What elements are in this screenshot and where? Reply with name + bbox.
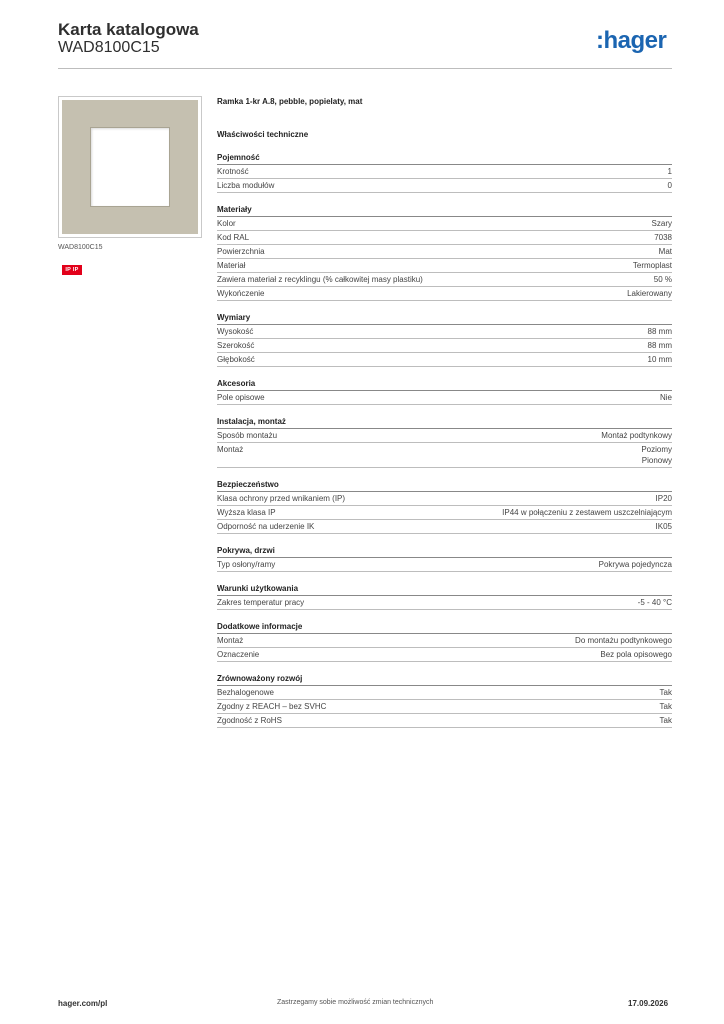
property-value: Tak: [659, 702, 672, 711]
property-label: Liczba modułów: [217, 181, 275, 190]
property-row: [217, 325, 672, 339]
property-value: 88 mm: [647, 341, 672, 350]
property-row: [217, 443, 672, 468]
footer-date: 17.09.2026: [628, 999, 669, 1008]
property-label: Zawiera materiał z recyklingu (% całkowitej masy plastiku): [217, 275, 423, 284]
property-label: Montaż: [217, 636, 244, 645]
specification-section: [217, 96, 672, 739]
properties-heading: Właściwości techniczne: [217, 130, 309, 139]
property-row: [217, 506, 672, 520]
group-title: Bezpieczeństwo: [217, 479, 672, 492]
property-label: Kolor: [217, 219, 236, 228]
property-row: [217, 520, 672, 534]
property-label: Wyższa klasa IP: [217, 508, 276, 517]
product-description: Ramka 1-kr A.8, pebble, popielaty, mat: [217, 97, 363, 106]
property-group: [217, 545, 672, 572]
property-value: Termoplast: [632, 261, 672, 270]
property-row: [217, 634, 672, 648]
group-title: Pojemność: [217, 152, 672, 165]
group-title: Dodatkowe informacje: [217, 621, 672, 634]
property-label: Wysokość: [217, 327, 254, 336]
property-row: [217, 429, 672, 443]
property-label: Zakres temperatur pracy: [217, 598, 305, 607]
property-label: Klasa ochrony przed wnikaniem (IP): [217, 494, 346, 503]
property-value: IP20: [655, 494, 672, 503]
property-value: 0: [667, 181, 672, 190]
property-label: Głębokość: [217, 355, 255, 364]
ip-rating-icon: IP IP: [62, 265, 82, 275]
property-value: Poziomy Pionowy: [641, 445, 672, 465]
property-row: [217, 492, 672, 506]
property-group: [217, 152, 672, 193]
property-label: Bezhalogenowe: [217, 688, 274, 697]
property-label: Oznaczenie: [217, 650, 260, 659]
property-value: Pokrywa pojedyncza: [598, 560, 672, 569]
property-row: [217, 596, 672, 610]
product-image: [58, 96, 202, 238]
property-label: Pole opisowe: [217, 393, 265, 402]
frame-plate: [62, 100, 198, 234]
group-title: Instalacja, montaż: [217, 416, 672, 429]
property-value: Tak: [659, 688, 672, 697]
group-title: Wymiary: [217, 312, 672, 325]
document-title: Karta katalogowa: [58, 20, 199, 39]
group-title: Zrównoważony rozwój: [217, 673, 672, 686]
property-group: [217, 416, 672, 468]
property-value: 1: [667, 167, 672, 176]
property-value: Do montażu podtynkowego: [575, 636, 672, 645]
property-row: [217, 391, 672, 405]
property-row: [217, 558, 672, 572]
hager-logo: :hager: [596, 27, 667, 54]
property-groups: [217, 152, 672, 728]
property-row: [217, 217, 672, 231]
property-label: Montaż: [217, 445, 244, 454]
property-label: Odporność na uderzenie IK: [217, 522, 315, 531]
property-group: [217, 621, 672, 662]
property-label: Materiał: [217, 261, 246, 270]
group-title: Pokrywa, drzwi: [217, 545, 672, 558]
property-value: Nie: [659, 393, 672, 402]
property-group: [217, 378, 672, 405]
footer-website[interactable]: hager.com/pl: [58, 999, 108, 1008]
property-row: [217, 273, 672, 287]
property-label: Powierzchnia: [217, 247, 265, 256]
property-value: Szary: [651, 219, 672, 228]
property-value: IP44 w połączeniu z zestawem uszczelniającym: [502, 508, 672, 517]
footer-disclaimer: Zastrzegamy sobie możliwość zmian technicznych: [277, 999, 434, 1006]
product-image-caption: WAD8100C15: [58, 244, 103, 251]
property-row: [217, 179, 672, 193]
group-title: Warunki użytkowania: [217, 583, 672, 596]
property-row: [217, 686, 672, 700]
property-value: 10 mm: [647, 355, 672, 364]
property-row: [217, 165, 672, 179]
property-value: Tak: [659, 716, 672, 725]
property-row: [217, 714, 672, 728]
property-value: 7038: [654, 233, 672, 242]
property-label: Sposób montażu: [217, 431, 278, 440]
property-value: -5 - 40 °C: [637, 598, 672, 607]
property-group: [217, 583, 672, 610]
property-row: [217, 287, 672, 301]
property-row: [217, 648, 672, 662]
property-label: Krotność: [217, 167, 249, 176]
group-title: Akcesoria: [217, 378, 672, 391]
property-row: [217, 353, 672, 367]
property-value: Lakierowany: [627, 289, 672, 298]
frame-opening: [90, 127, 170, 207]
header-divider: [58, 68, 672, 69]
property-value: Bez pola opisowego: [600, 650, 672, 659]
property-value: Mat: [658, 247, 672, 256]
property-label: Szerokość: [217, 341, 255, 350]
property-value: 88 mm: [647, 327, 672, 336]
property-group: [217, 479, 672, 534]
property-label: Zgodność z RoHS: [217, 716, 282, 725]
property-label: Kod RAL: [217, 233, 250, 242]
product-code: WAD8100C15: [58, 39, 160, 56]
property-row: [217, 245, 672, 259]
property-label: Wykończenie: [217, 289, 265, 298]
property-label: Typ osłony/ramy: [217, 560, 276, 569]
property-value: 50 %: [653, 275, 672, 284]
group-title: Materiały: [217, 204, 672, 217]
property-label: Zgodny z REACH – bez SVHC: [217, 702, 327, 711]
property-group: [217, 312, 672, 367]
property-value: IK05: [655, 522, 672, 531]
property-group: [217, 673, 672, 728]
property-row: [217, 259, 672, 273]
property-row: [217, 700, 672, 714]
property-value: Montaż podtynkowy: [601, 431, 672, 440]
property-row: [217, 339, 672, 353]
property-group: [217, 204, 672, 301]
property-row: [217, 231, 672, 245]
